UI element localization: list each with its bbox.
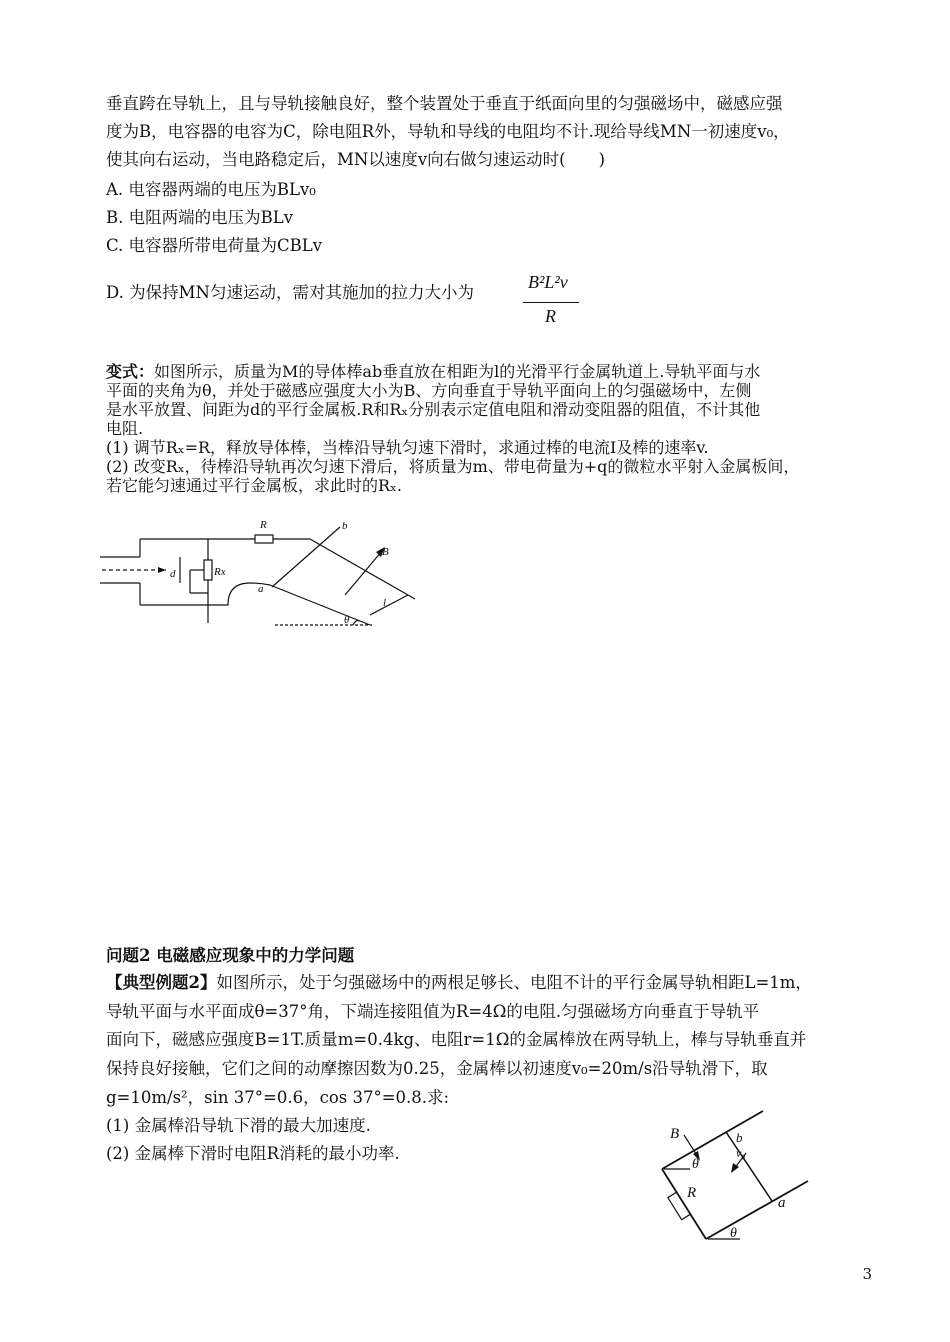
label-d: d bbox=[170, 568, 176, 580]
q1-line-3: 使其向右运动，当电路稳定后，MN以速度v向右做匀速运动时( ) bbox=[106, 150, 606, 169]
example-label: 【典型例题2】 bbox=[106, 973, 217, 992]
variant-label: 变式： bbox=[106, 362, 155, 381]
problem2-line-1: 如图所示，处于匀强磁场中的两根足够长、电阻不计的平行金属导轨相距L=1m， bbox=[216, 973, 812, 992]
variant-line-2: 平面的夹角为θ，并处于磁感应强度大小为B、方向垂直于导轨平面向上的匀强磁场中，左侧 bbox=[106, 381, 752, 400]
problem2-line-5: g=10m/s²，sin 37°=0.6，cos 37°=0.8.求: bbox=[106, 1088, 450, 1107]
option-d: D. 为保持MN匀速运动，需对其施加的拉力大小为 bbox=[106, 283, 474, 302]
q1-line-1: 垂直跨在导轨上，且与导轨接触良好，整个装置处于垂直于纸面向里的匀强磁场中，磁感应强 bbox=[106, 94, 783, 113]
q1-line-2: 度为B，电容器的电容为C，除电阻R外，导轨和导线的电阻均不计.现给导线MN一初速度v₀， bbox=[106, 122, 790, 141]
page-number: 3 bbox=[862, 1265, 872, 1283]
option-c: C. 电容器所带电荷量为CBLv bbox=[106, 236, 323, 255]
label-theta-bottom: θ bbox=[730, 1226, 737, 1241]
problem2-line-2: 导轨平面与水平面成θ=37°角，下端连接阻值为R=4Ω的电阻.匀强磁场方向垂直于导轨平 bbox=[106, 1002, 760, 1021]
variant-line-4: 电阻. bbox=[106, 419, 144, 438]
label-theta-top: θ bbox=[692, 1157, 699, 1172]
variant-line-7: 若它能匀速通过平行金属板，求此时的Rₓ. bbox=[106, 476, 402, 495]
formula-numerator: B²L²v bbox=[528, 272, 568, 292]
option-a: A. 电容器两端的电压为BLv₀ bbox=[106, 180, 316, 199]
label-a: a bbox=[258, 583, 264, 595]
label-b: b bbox=[342, 520, 348, 532]
problem2-title: 问题2 电磁感应现象中的力学问题 bbox=[106, 946, 355, 965]
problem2-incline-figure bbox=[660, 1105, 810, 1245]
variant-line-6: (2) 改变Rₓ，待棒沿导轨再次匀速下滑后，将质量为m、带电荷量为+q的微粒水平射入金属板间， bbox=[106, 457, 800, 476]
label-R2: R bbox=[687, 1185, 697, 1201]
label-Rx: Rx bbox=[214, 566, 226, 578]
fraction-bar bbox=[523, 302, 579, 303]
variant-circuit-figure bbox=[100, 515, 430, 635]
label-B: B bbox=[382, 546, 389, 558]
label-a2: a bbox=[778, 1195, 786, 1211]
label-theta: θ bbox=[344, 614, 350, 626]
variant-line-5: (1) 调节Rₓ=R，释放导体棒，当棒沿导轨匀速下滑时，求通过棒的电流I及棒的速率v. bbox=[106, 438, 709, 457]
label-b2: b bbox=[736, 1130, 743, 1145]
label-v0: v₀ bbox=[736, 1146, 746, 1160]
problem2-question-1: (1) 金属棒沿导轨下滑的最大加速度. bbox=[106, 1116, 371, 1135]
problem2-line-4: 保持良好接触，它们之间的动摩擦因数为0.25，金属棒以初速度v₀=20m/s沿导轨滑下，取 bbox=[106, 1059, 768, 1078]
problem2-line-3: 面向下，磁感应强度B=1T.质量m=0.4kg、电阻r=1Ω的金属棒放在两导轨上，棒与导轨垂直并 bbox=[106, 1030, 807, 1049]
variant-line-3: 是水平放置、间距为d的平行金属板.R和Rₓ分别表示定值电阻和滑动变阻器的阻值，不计其他 bbox=[106, 400, 761, 419]
label-B2: B bbox=[670, 1126, 680, 1142]
label-R: R bbox=[260, 519, 267, 531]
problem2-question-2: (2) 金属棒下滑时电阻R消耗的最小功率. bbox=[106, 1144, 400, 1163]
option-b: B. 电阻两端的电压为BLv bbox=[106, 208, 294, 227]
label-l: l bbox=[383, 597, 387, 609]
formula-denominator: R bbox=[545, 306, 556, 326]
variant-line-1: 如图所示，质量为M的导体棒ab垂直放在相距为l的光滑平行金属轨道上.导轨平面与水 bbox=[154, 362, 761, 381]
